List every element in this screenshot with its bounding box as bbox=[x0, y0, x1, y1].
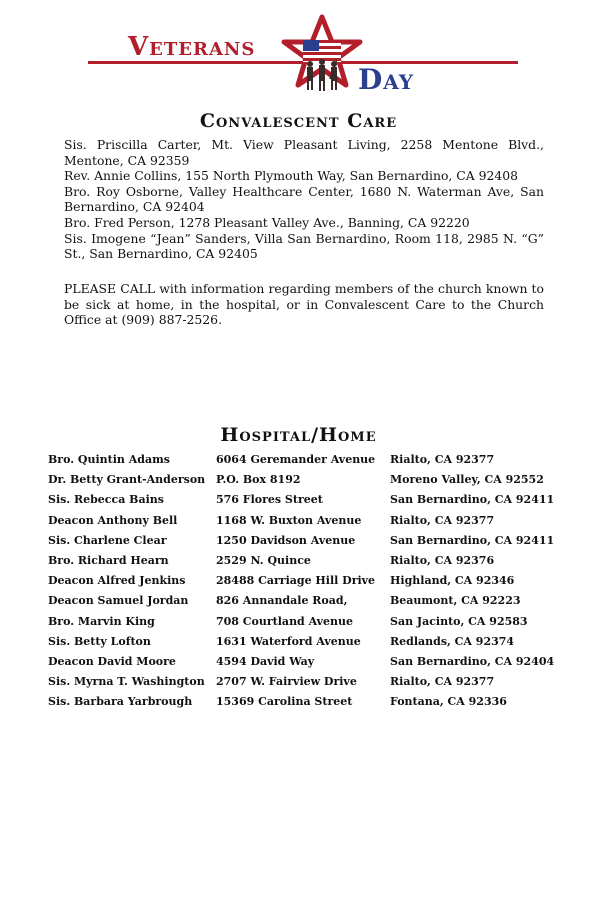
member-address: 15369 Carolina Street bbox=[216, 695, 353, 709]
convalescent-entry: Sis. Imogene “Jean” Sanders, Villa San Bernardino, Room 118, 2985 N. “G” St., San Bernardino, CA 92405 bbox=[64, 230, 544, 262]
member-name: Deacon Samuel Jordan bbox=[48, 594, 189, 608]
member-name: Sis. Rebecca Bains bbox=[48, 493, 164, 507]
member-name: Sis. Charlene Clear bbox=[48, 533, 167, 547]
table-row bbox=[48, 653, 568, 673]
member-address: 1250 Davidson Avenue bbox=[216, 533, 356, 547]
convalescent-care-heading: Convalescent Care bbox=[199, 110, 398, 132]
member-address: P.O. Box 8192 bbox=[216, 473, 301, 487]
convalescent-list bbox=[64, 137, 544, 262]
member-name: Bro. Marvin King bbox=[48, 614, 155, 628]
table-row bbox=[48, 693, 568, 713]
member-address: 826 Annandale Road, bbox=[216, 594, 348, 608]
member-name: Bro. Quintin Adams bbox=[48, 453, 170, 466]
member-name: Deacon Anthony Bell bbox=[48, 513, 178, 527]
table-row bbox=[48, 572, 568, 592]
member-city: Rialto, CA 92376 bbox=[390, 553, 495, 567]
call-notice: PLEASE CALL with information regarding members of the church known to be sick at home, in the hospital, or in Convalescent Care to the Church Office at (909) 887-2526. bbox=[64, 281, 544, 328]
member-city: Beaumont, CA 92223 bbox=[390, 594, 521, 608]
hospital-home-heading: Hospital/Home bbox=[220, 424, 377, 446]
table-row bbox=[48, 491, 568, 511]
member-address: 4594 David Way bbox=[216, 654, 315, 668]
member-address: 28488 Carriage Hill Drive bbox=[216, 574, 376, 588]
member-city: Rialto, CA 92377 bbox=[390, 453, 495, 466]
table-row bbox=[48, 633, 568, 653]
member-name: Sis. Betty Lofton bbox=[48, 634, 151, 648]
member-city: San Bernardino, CA 92411 bbox=[390, 493, 555, 507]
flag-icon bbox=[303, 40, 341, 62]
member-name: Sis. Myrna T. Washington bbox=[48, 675, 205, 689]
convalescent-entry: Bro. Fred Person, 1278 Pleasant Valley Ave., Banning, CA 92220 bbox=[64, 214, 470, 230]
member-city: Redlands, CA 92374 bbox=[390, 634, 515, 648]
table-row bbox=[48, 512, 568, 532]
convalescent-entry: Bro. Roy Osborne, Valley Healthcare Center, 1680 N. Waterman Ave, San Bernardino, CA 92404 bbox=[64, 183, 544, 215]
member-city: San Jacinto, CA 92583 bbox=[390, 614, 528, 628]
member-name: Deacon David Moore bbox=[48, 654, 176, 668]
member-address: 6064 Geremander Avenue bbox=[216, 453, 376, 466]
soldiers-silhouette-icon bbox=[307, 59, 337, 91]
member-city: Rialto, CA 92377 bbox=[390, 513, 495, 527]
member-city: San Bernardino, CA 92411 bbox=[390, 533, 555, 547]
member-name: Bro. Richard Hearn bbox=[48, 553, 169, 567]
table-row bbox=[48, 451, 568, 471]
convalescent-entry: Sis. Priscilla Carter, Mt. View Pleasant Living, 2258 Mentone Blvd., Mentone, CA 92359 bbox=[64, 137, 544, 168]
member-name: Deacon Alfred Jenkins bbox=[48, 574, 186, 588]
table-row bbox=[48, 613, 568, 633]
table-row bbox=[48, 592, 568, 612]
member-address: 1631 Waterford Avenue bbox=[216, 634, 361, 648]
banner-word-veterans: Veterans bbox=[128, 32, 256, 62]
member-address: 2707 W. Fairview Drive bbox=[216, 675, 357, 689]
member-city: Rialto, CA 92377 bbox=[390, 675, 495, 689]
member-address: 1168 W. Buxton Avenue bbox=[216, 513, 362, 527]
member-address: 576 Flores Street bbox=[216, 493, 323, 507]
member-city: Moreno Valley, CA 92552 bbox=[390, 473, 544, 487]
member-name: Sis. Barbara Yarbrough bbox=[48, 695, 193, 709]
member-name: Dr. Betty Grant-Anderson bbox=[48, 473, 206, 487]
member-address: 708 Courtland Avenue bbox=[216, 614, 354, 628]
veterans-day-banner bbox=[0, 0, 597, 105]
banner-graphic bbox=[0, 0, 597, 105]
member-city: San Bernardino, CA 92404 bbox=[390, 654, 555, 668]
table-row bbox=[48, 532, 568, 552]
convalescent-entry: Rev. Annie Collins, 155 North Plymouth Way, San Bernardino, CA 92408 bbox=[64, 168, 519, 184]
member-address: 2529 N. Quince bbox=[216, 553, 311, 567]
member-city: Highland, CA 92346 bbox=[390, 574, 515, 588]
table-row bbox=[48, 673, 568, 693]
member-city: Fontana, CA 92336 bbox=[390, 695, 507, 709]
table-row bbox=[48, 552, 568, 572]
banner-word-day: Day bbox=[358, 63, 415, 96]
table-row bbox=[48, 471, 568, 491]
hospital-home-table bbox=[48, 451, 568, 713]
